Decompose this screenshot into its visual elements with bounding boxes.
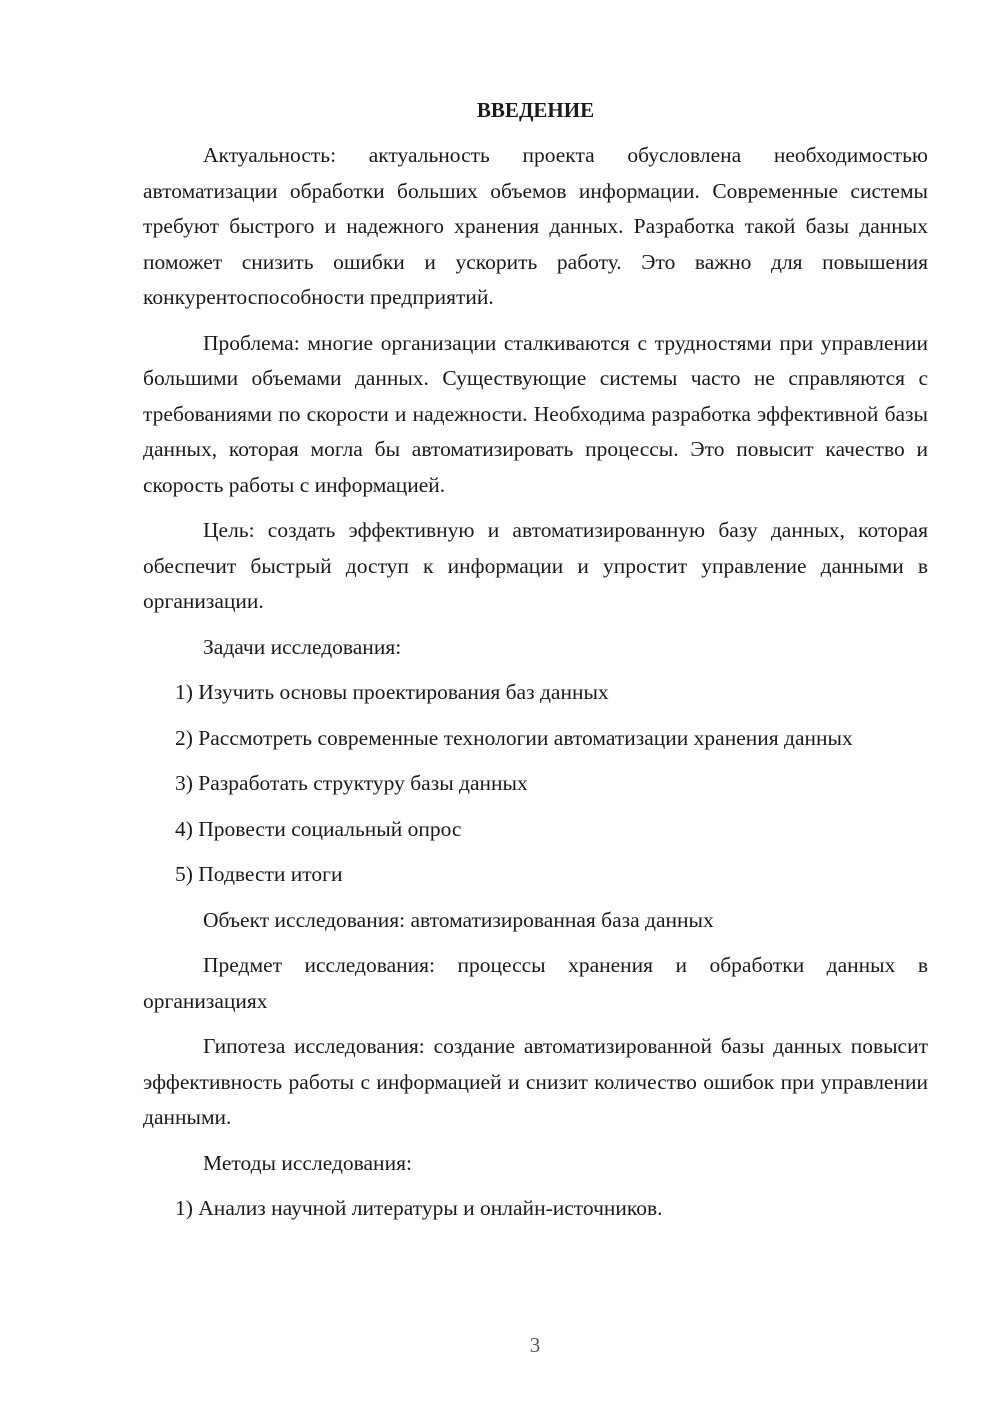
section-heading: ВВЕДЕНИЕ xyxy=(476,98,595,122)
tasks-label: Задачи исследования: xyxy=(203,634,402,659)
methods-label: Методы исследования: xyxy=(203,1150,412,1175)
relevance-paragraph: Актуальность: актуальность проекта обусловлена необходимостью автоматизации обработки больших объемов информации. Современные системы требуют быстрого и надежного хранения данных. Разработка такой базы данных поможет снизить ошибки и ускорить работу. Это важно для повышения конкурентоспособности предприятий. xyxy=(143,143,928,309)
problem-paragraph: Проблема: многие организации сталкиваются с трудностями при управлении большими объемами данных. Существующие системы часто не справляются с требованиями по скорости и надежности. Необходима разработка эффективной базы данных, которая могла бы автоматизировать процессы. Это повысит качество и скорость работы с информацией. xyxy=(143,330,928,497)
task-item-2: 2) Рассмотреть современные технологии автоматизации хранения данных xyxy=(175,725,853,750)
tasks-list xyxy=(143,675,928,893)
method-item-1: 1) Анализ научной литературы и онлайн-источников. xyxy=(175,1196,663,1220)
page-content xyxy=(143,92,928,1237)
task-item-3: 3) Разработать структуру базы данных xyxy=(175,771,528,795)
methods-list xyxy=(143,1191,928,1227)
hypothesis-paragraph: Гипотеза исследования: создание автоматизированной базы данных повысит эффективность работы с информацией и снизит количество ошибок при управлении данными. xyxy=(143,1034,928,1129)
task-item-5: 5) Подвести итоги xyxy=(175,862,343,886)
page-number: 3 xyxy=(529,1333,541,1357)
subject-paragraph: Предмет исследования: процессы хранения и обработки данных в организациях xyxy=(143,953,928,1013)
goal-paragraph: Цель: создать эффективную и автоматизированную базу данных, которая обеспечит быстрый доступ к информации и упростит управление данными в организации. xyxy=(143,518,928,613)
task-item-1: 1) Изучить основы проектирования баз данных xyxy=(175,680,609,704)
task-item-4: 4) Провести социальный опрос xyxy=(175,816,462,841)
object-paragraph: Объект исследования: автоматизированная база данных xyxy=(203,907,714,932)
